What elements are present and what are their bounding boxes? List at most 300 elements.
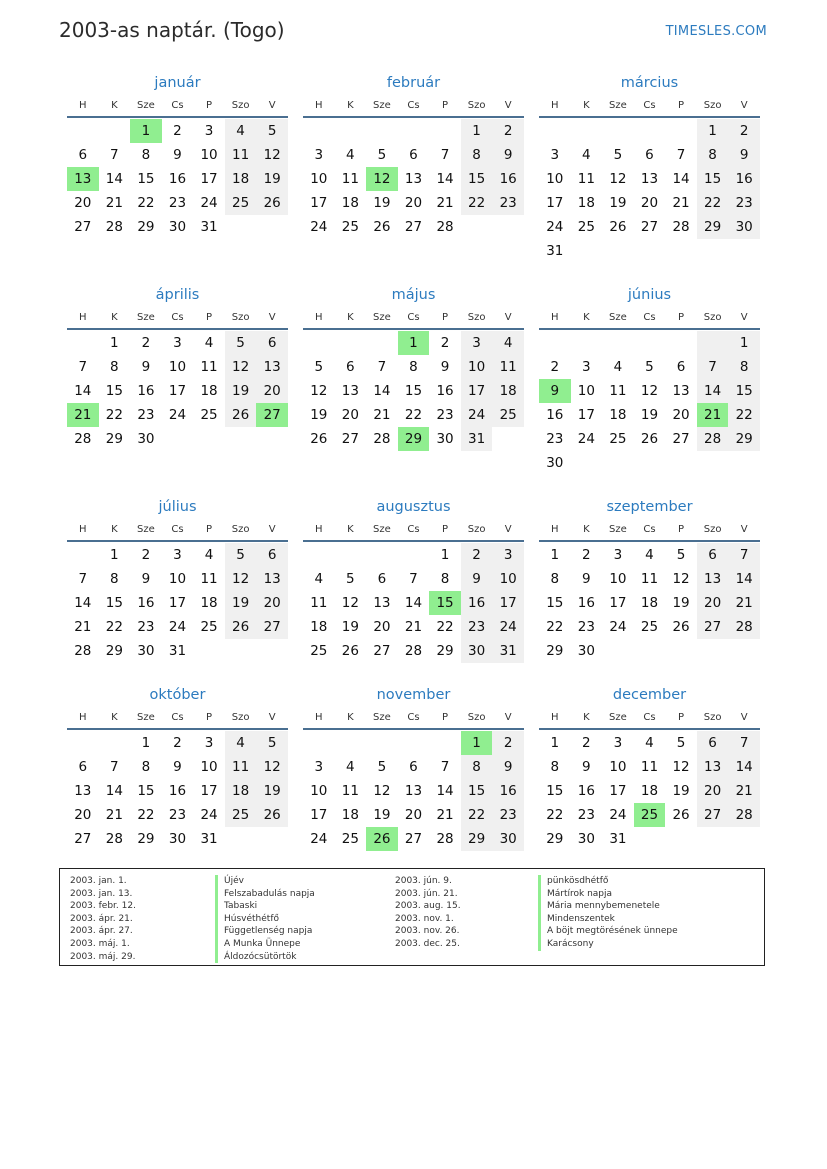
empty-cell bbox=[366, 543, 398, 567]
day-cell: 10 bbox=[492, 567, 524, 591]
day-cell: 23 bbox=[168, 195, 187, 211]
day-cell: 6 bbox=[697, 731, 729, 755]
day-cell: 21 bbox=[728, 591, 760, 615]
day-cell: 21 bbox=[373, 407, 391, 423]
day-cell: 2 bbox=[461, 543, 493, 567]
day-cell: 15 bbox=[404, 383, 423, 399]
legend-date: 2003. jan. 13. bbox=[70, 888, 133, 899]
weekday-label: P bbox=[678, 711, 685, 723]
day-cell: 9 bbox=[141, 571, 151, 587]
weekday-label: Szo bbox=[231, 99, 250, 111]
legend-date: 2003. máj. 1. bbox=[70, 939, 130, 949]
day-cell: 11 bbox=[492, 355, 524, 379]
weekday-label: Szo bbox=[467, 99, 486, 111]
holiday-day-cell: 13 bbox=[67, 167, 99, 191]
day-cell: 9 bbox=[440, 359, 450, 375]
weekday-label: Szo bbox=[703, 311, 722, 323]
weekday-label: Sze bbox=[137, 99, 155, 111]
day-cell: 25 bbox=[225, 191, 257, 215]
day-cell: 24 bbox=[200, 807, 218, 823]
day-cell: 27 bbox=[256, 615, 288, 639]
day-cell: 11 bbox=[640, 759, 659, 775]
day-cell: 4 bbox=[314, 571, 324, 587]
day-cell: 11 bbox=[609, 383, 627, 399]
day-cell: 25 bbox=[310, 643, 328, 659]
weekday-label: K bbox=[347, 711, 354, 723]
month-11 bbox=[539, 684, 760, 872]
weekday-label: Sze bbox=[373, 311, 391, 323]
month-4 bbox=[303, 284, 524, 496]
legend-holiday-name: Mártírok napja bbox=[538, 888, 612, 901]
day-cell: 12 bbox=[225, 355, 257, 379]
day-cell: 27 bbox=[697, 615, 729, 639]
day-cell: 2 bbox=[440, 335, 450, 351]
day-cell: 31 bbox=[461, 427, 493, 451]
legend-date: 2003. aug. 15. bbox=[395, 901, 461, 912]
day-cell: 6 bbox=[697, 543, 729, 567]
day-grid bbox=[67, 543, 288, 663]
day-cell: 4 bbox=[613, 359, 623, 375]
weekday-label: V bbox=[504, 523, 512, 535]
day-grid bbox=[67, 119, 288, 239]
weekday-label: V bbox=[268, 99, 276, 111]
day-cell: 31 bbox=[168, 643, 187, 659]
weekday-label: Sze bbox=[609, 711, 627, 723]
empty-cell bbox=[67, 331, 99, 355]
day-cell: 29 bbox=[461, 827, 493, 851]
weekday-label: K bbox=[583, 711, 590, 723]
day-cell: 23 bbox=[577, 807, 595, 823]
day-cell: 24 bbox=[609, 807, 627, 823]
weekday-label: Szo bbox=[231, 523, 250, 535]
day-cell: 2 bbox=[582, 547, 591, 563]
holiday-day-cell: 1 bbox=[398, 331, 430, 355]
empty-cell bbox=[335, 119, 367, 143]
day-cell: 4 bbox=[346, 147, 355, 163]
brand-link[interactable]: TIMESLES.COM bbox=[665, 24, 767, 39]
day-cell: 5 bbox=[346, 571, 355, 587]
day-cell: 10 bbox=[310, 171, 328, 187]
weekday-label: V bbox=[268, 523, 276, 535]
legend-holiday-name: Újév bbox=[215, 875, 244, 888]
weekday-label: K bbox=[111, 99, 118, 111]
day-cell: 13 bbox=[404, 171, 423, 187]
day-cell: 21 bbox=[728, 779, 760, 803]
day-cell: 17 bbox=[168, 383, 187, 399]
day-cell: 20 bbox=[697, 779, 729, 803]
day-cell: 30 bbox=[137, 643, 155, 659]
day-cell: 16 bbox=[461, 591, 493, 615]
empty-cell bbox=[303, 731, 335, 755]
weekday-label: V bbox=[740, 523, 748, 535]
day-cell: 15 bbox=[546, 783, 564, 799]
day-cell: 28 bbox=[74, 643, 92, 659]
month-name: december bbox=[612, 687, 687, 703]
day-cell: 17 bbox=[168, 595, 187, 611]
empty-cell bbox=[571, 119, 603, 143]
month-1 bbox=[303, 72, 524, 284]
day-grid bbox=[539, 119, 760, 263]
day-cell: 20 bbox=[341, 407, 359, 423]
day-cell: 7 bbox=[676, 147, 686, 163]
weekday-label: Szo bbox=[703, 523, 722, 535]
day-cell: 29 bbox=[436, 643, 454, 659]
day-cell: 11 bbox=[310, 595, 328, 611]
empty-cell bbox=[99, 731, 131, 755]
day-grid bbox=[303, 543, 524, 663]
day-cell: 1 bbox=[550, 735, 560, 751]
day-cell: 25 bbox=[200, 407, 218, 423]
weekday-label: P bbox=[678, 99, 685, 111]
empty-cell bbox=[398, 543, 430, 567]
day-cell: 19 bbox=[225, 591, 257, 615]
day-cell: 4 bbox=[582, 147, 591, 163]
day-cell: 9 bbox=[582, 759, 591, 775]
day-cell: 2 bbox=[173, 123, 182, 139]
day-cell: 31 bbox=[492, 639, 524, 663]
day-cell: 11 bbox=[341, 171, 359, 187]
weekday-label: V bbox=[268, 311, 276, 323]
weekday-label: Sze bbox=[373, 711, 391, 723]
day-cell: 29 bbox=[546, 643, 564, 659]
month-name: július bbox=[158, 499, 197, 515]
weekday-label: P bbox=[678, 311, 685, 323]
legend-holiday-name: Tabaski bbox=[215, 900, 257, 913]
day-cell: 26 bbox=[225, 403, 257, 427]
day-cell: 19 bbox=[640, 407, 659, 423]
day-cell: 2 bbox=[141, 335, 151, 351]
empty-cell bbox=[99, 119, 131, 143]
day-cell: 9 bbox=[141, 359, 151, 375]
weekday-label: Cs bbox=[643, 99, 656, 111]
day-cell: 18 bbox=[341, 195, 359, 211]
day-cell: 4 bbox=[204, 335, 214, 351]
day-cell: 31 bbox=[200, 831, 218, 847]
day-cell: 22 bbox=[105, 407, 123, 423]
day-cell: 3 bbox=[314, 147, 324, 163]
weekday-label: H bbox=[315, 311, 323, 323]
holiday-legend bbox=[59, 868, 765, 966]
day-cell: 10 bbox=[310, 783, 328, 799]
day-cell: 8 bbox=[440, 571, 450, 587]
day-cell: 13 bbox=[697, 755, 729, 779]
weekday-label: H bbox=[315, 711, 323, 723]
day-cell: 14 bbox=[436, 171, 454, 187]
day-cell: 12 bbox=[672, 759, 690, 775]
day-cell: 19 bbox=[672, 783, 690, 799]
day-cell: 5 bbox=[676, 735, 686, 751]
day-cell: 9 bbox=[582, 571, 591, 587]
day-cell: 14 bbox=[728, 567, 760, 591]
legend-holiday-name: Mindenszentek bbox=[538, 913, 615, 926]
day-cell: 6 bbox=[346, 359, 355, 375]
weekday-label: P bbox=[442, 311, 449, 323]
day-cell: 10 bbox=[168, 359, 187, 375]
day-cell: 3 bbox=[613, 735, 623, 751]
month-5 bbox=[539, 284, 760, 496]
month-name: november bbox=[376, 687, 451, 703]
day-cell: 21 bbox=[74, 619, 92, 635]
day-cell: 8 bbox=[550, 571, 560, 587]
weekday-label: P bbox=[206, 523, 213, 535]
empty-cell bbox=[539, 119, 571, 143]
day-cell: 15 bbox=[461, 779, 493, 803]
day-cell: 18 bbox=[577, 195, 595, 211]
day-cell: 25 bbox=[341, 219, 359, 235]
day-cell: 7 bbox=[110, 147, 119, 163]
day-cell: 28 bbox=[672, 219, 690, 235]
day-cell: 8 bbox=[697, 143, 729, 167]
day-cell: 1 bbox=[697, 119, 729, 143]
day-grid bbox=[539, 731, 760, 851]
day-cell: 23 bbox=[168, 807, 187, 823]
weekday-label: Szo bbox=[703, 99, 722, 111]
weekday-label: Szo bbox=[467, 523, 486, 535]
day-cell: 29 bbox=[728, 427, 760, 451]
day-cell: 6 bbox=[645, 147, 654, 163]
empty-cell bbox=[602, 119, 634, 143]
weekday-label: P bbox=[678, 523, 685, 535]
day-cell: 24 bbox=[492, 615, 524, 639]
empty-cell bbox=[697, 331, 729, 355]
weekday-label: V bbox=[504, 311, 512, 323]
day-cell: 8 bbox=[110, 571, 119, 587]
day-cell: 6 bbox=[676, 359, 686, 375]
day-cell: 18 bbox=[225, 167, 257, 191]
empty-cell bbox=[429, 119, 461, 143]
empty-cell bbox=[366, 731, 398, 755]
day-cell: 17 bbox=[310, 807, 328, 823]
month-3 bbox=[67, 284, 288, 496]
empty-cell bbox=[303, 119, 335, 143]
day-cell: 13 bbox=[256, 355, 288, 379]
day-cell: 6 bbox=[78, 759, 88, 775]
weekday-label: Cs bbox=[407, 523, 420, 535]
day-cell: 7 bbox=[440, 147, 450, 163]
day-cell: 8 bbox=[409, 359, 418, 375]
day-cell: 11 bbox=[577, 171, 595, 187]
day-cell: 16 bbox=[577, 783, 595, 799]
month-name: június bbox=[627, 287, 672, 303]
weekday-label: H bbox=[551, 99, 559, 111]
day-cell: 14 bbox=[672, 171, 690, 187]
day-cell: 22 bbox=[461, 803, 493, 827]
weekday-label: V bbox=[268, 711, 276, 723]
day-cell: 4 bbox=[645, 547, 654, 563]
legend-date: 2003. ápr. 21. bbox=[70, 913, 133, 924]
weekday-header bbox=[67, 706, 288, 730]
day-cell: 5 bbox=[377, 147, 387, 163]
legend-date: 2003. dec. 25. bbox=[395, 939, 460, 949]
empty-cell bbox=[67, 119, 99, 143]
day-cell: 13 bbox=[697, 567, 729, 591]
day-cell: 12 bbox=[225, 567, 257, 591]
day-cell: 14 bbox=[74, 383, 92, 399]
day-cell: 26 bbox=[341, 643, 359, 659]
day-cell: 28 bbox=[728, 803, 760, 827]
weekday-header bbox=[539, 94, 760, 118]
day-cell: 27 bbox=[373, 643, 391, 659]
month-name: január bbox=[154, 75, 201, 91]
empty-cell bbox=[303, 543, 335, 567]
day-grid bbox=[67, 331, 288, 451]
day-cell: 4 bbox=[225, 731, 257, 755]
day-cell: 11 bbox=[225, 755, 257, 779]
day-cell: 27 bbox=[341, 431, 359, 447]
empty-cell bbox=[665, 331, 697, 355]
month-name: március bbox=[620, 75, 679, 91]
day-cell: 27 bbox=[697, 803, 729, 827]
weekday-label: K bbox=[583, 523, 590, 535]
weekday-label: H bbox=[551, 523, 559, 535]
empty-cell bbox=[571, 331, 603, 355]
day-cell: 21 bbox=[436, 807, 454, 823]
day-cell: 20 bbox=[256, 379, 288, 403]
day-cell: 13 bbox=[373, 595, 391, 611]
day-cell: 3 bbox=[582, 359, 591, 375]
day-cell: 31 bbox=[609, 831, 627, 847]
day-cell: 26 bbox=[256, 803, 288, 827]
weekday-label: Sze bbox=[373, 99, 391, 111]
day-cell: 25 bbox=[492, 403, 524, 427]
day-cell: 8 bbox=[110, 359, 119, 375]
day-cell: 12 bbox=[373, 783, 391, 799]
day-cell: 21 bbox=[105, 195, 123, 211]
day-cell: 5 bbox=[645, 359, 654, 375]
day-cell: 26 bbox=[256, 191, 288, 215]
day-cell: 17 bbox=[461, 379, 493, 403]
day-cell: 10 bbox=[546, 171, 564, 187]
month-6 bbox=[67, 496, 288, 684]
weekday-label: V bbox=[504, 99, 512, 111]
weekday-label: P bbox=[206, 99, 213, 111]
day-cell: 12 bbox=[672, 571, 690, 587]
day-cell: 19 bbox=[256, 779, 288, 803]
holiday-day-cell: 29 bbox=[398, 427, 430, 451]
day-cell: 18 bbox=[225, 779, 257, 803]
weekday-label: Cs bbox=[643, 311, 656, 323]
day-cell: 30 bbox=[436, 431, 454, 447]
day-cell: 25 bbox=[341, 831, 359, 847]
weekday-header bbox=[303, 706, 524, 730]
month-10 bbox=[303, 684, 524, 872]
day-cell: 8 bbox=[728, 355, 760, 379]
day-cell: 4 bbox=[204, 547, 214, 563]
weekday-label: P bbox=[206, 311, 213, 323]
day-cell: 8 bbox=[461, 755, 493, 779]
day-cell: 3 bbox=[173, 547, 182, 563]
day-cell: 6 bbox=[256, 331, 288, 355]
weekday-label: Szo bbox=[703, 711, 722, 723]
weekday-header bbox=[539, 706, 760, 730]
day-cell: 5 bbox=[676, 547, 686, 563]
legend-holiday-name: Függetlenség napja bbox=[215, 925, 312, 938]
day-cell: 12 bbox=[310, 383, 328, 399]
day-cell: 29 bbox=[105, 431, 123, 447]
day-grid bbox=[539, 543, 760, 663]
page-title: 2003-as naptár. (Togo) bbox=[59, 18, 285, 42]
day-cell: 2 bbox=[141, 547, 151, 563]
empty-cell bbox=[539, 331, 571, 355]
legend-date: 2003. febr. 12. bbox=[70, 901, 136, 912]
day-cell: 7 bbox=[697, 355, 729, 379]
day-cell: 18 bbox=[341, 807, 359, 823]
day-cell: 14 bbox=[105, 783, 123, 799]
day-cell: 20 bbox=[697, 591, 729, 615]
day-cell: 30 bbox=[137, 431, 155, 447]
day-cell: 16 bbox=[546, 407, 564, 423]
day-cell: 1 bbox=[728, 331, 760, 355]
weekday-label: Szo bbox=[467, 711, 486, 723]
day-cell: 29 bbox=[105, 643, 123, 659]
day-cell: 1 bbox=[110, 335, 119, 351]
day-cell: 30 bbox=[577, 831, 595, 847]
day-cell: 2 bbox=[582, 735, 591, 751]
day-cell: 7 bbox=[728, 731, 760, 755]
weekday-label: K bbox=[111, 311, 118, 323]
day-cell: 3 bbox=[204, 123, 214, 139]
day-cell: 9 bbox=[492, 755, 524, 779]
legend-holiday-name: pünkösdhétfő bbox=[538, 875, 608, 888]
month-7 bbox=[303, 496, 524, 684]
day-cell: 18 bbox=[200, 383, 218, 399]
day-cell: 24 bbox=[168, 407, 187, 423]
day-cell: 11 bbox=[200, 359, 218, 375]
month-name: október bbox=[149, 687, 206, 703]
day-cell: 23 bbox=[728, 191, 760, 215]
month-name: február bbox=[386, 75, 441, 91]
day-cell: 8 bbox=[550, 759, 560, 775]
calendar-grid bbox=[67, 72, 760, 872]
weekday-label: V bbox=[740, 711, 748, 723]
day-cell: 14 bbox=[697, 379, 729, 403]
month-name: május bbox=[391, 287, 436, 303]
day-cell: 8 bbox=[461, 143, 493, 167]
empty-cell bbox=[398, 731, 430, 755]
legend-holiday-name: Mária mennybemenetele bbox=[538, 900, 660, 913]
weekday-label: Cs bbox=[171, 523, 184, 535]
day-cell: 26 bbox=[672, 619, 690, 635]
day-cell: 27 bbox=[74, 831, 92, 847]
day-cell: 20 bbox=[672, 407, 690, 423]
day-cell: 18 bbox=[609, 407, 627, 423]
day-cell: 15 bbox=[461, 167, 493, 191]
day-cell: 16 bbox=[436, 383, 454, 399]
day-cell: 12 bbox=[256, 143, 288, 167]
day-cell: 17 bbox=[200, 783, 218, 799]
day-cell: 9 bbox=[492, 143, 524, 167]
day-cell: 30 bbox=[168, 831, 187, 847]
day-cell: 26 bbox=[672, 807, 690, 823]
day-cell: 3 bbox=[550, 147, 560, 163]
weekday-label: P bbox=[442, 523, 449, 535]
day-cell: 21 bbox=[105, 807, 123, 823]
weekday-label: K bbox=[583, 311, 590, 323]
day-cell: 7 bbox=[728, 543, 760, 567]
day-cell: 22 bbox=[436, 619, 454, 635]
day-cell: 27 bbox=[74, 219, 92, 235]
day-cell: 1 bbox=[461, 119, 493, 143]
empty-cell bbox=[303, 331, 335, 355]
day-cell: 2 bbox=[492, 119, 524, 143]
legend-date: 2003. ápr. 27. bbox=[70, 926, 133, 937]
weekday-label: Sze bbox=[137, 523, 155, 535]
day-cell: 18 bbox=[492, 379, 524, 403]
legend-holiday-name: Karácsony bbox=[538, 938, 594, 951]
weekday-label: P bbox=[442, 711, 449, 723]
day-cell: 23 bbox=[546, 431, 564, 447]
day-cell: 14 bbox=[436, 783, 454, 799]
